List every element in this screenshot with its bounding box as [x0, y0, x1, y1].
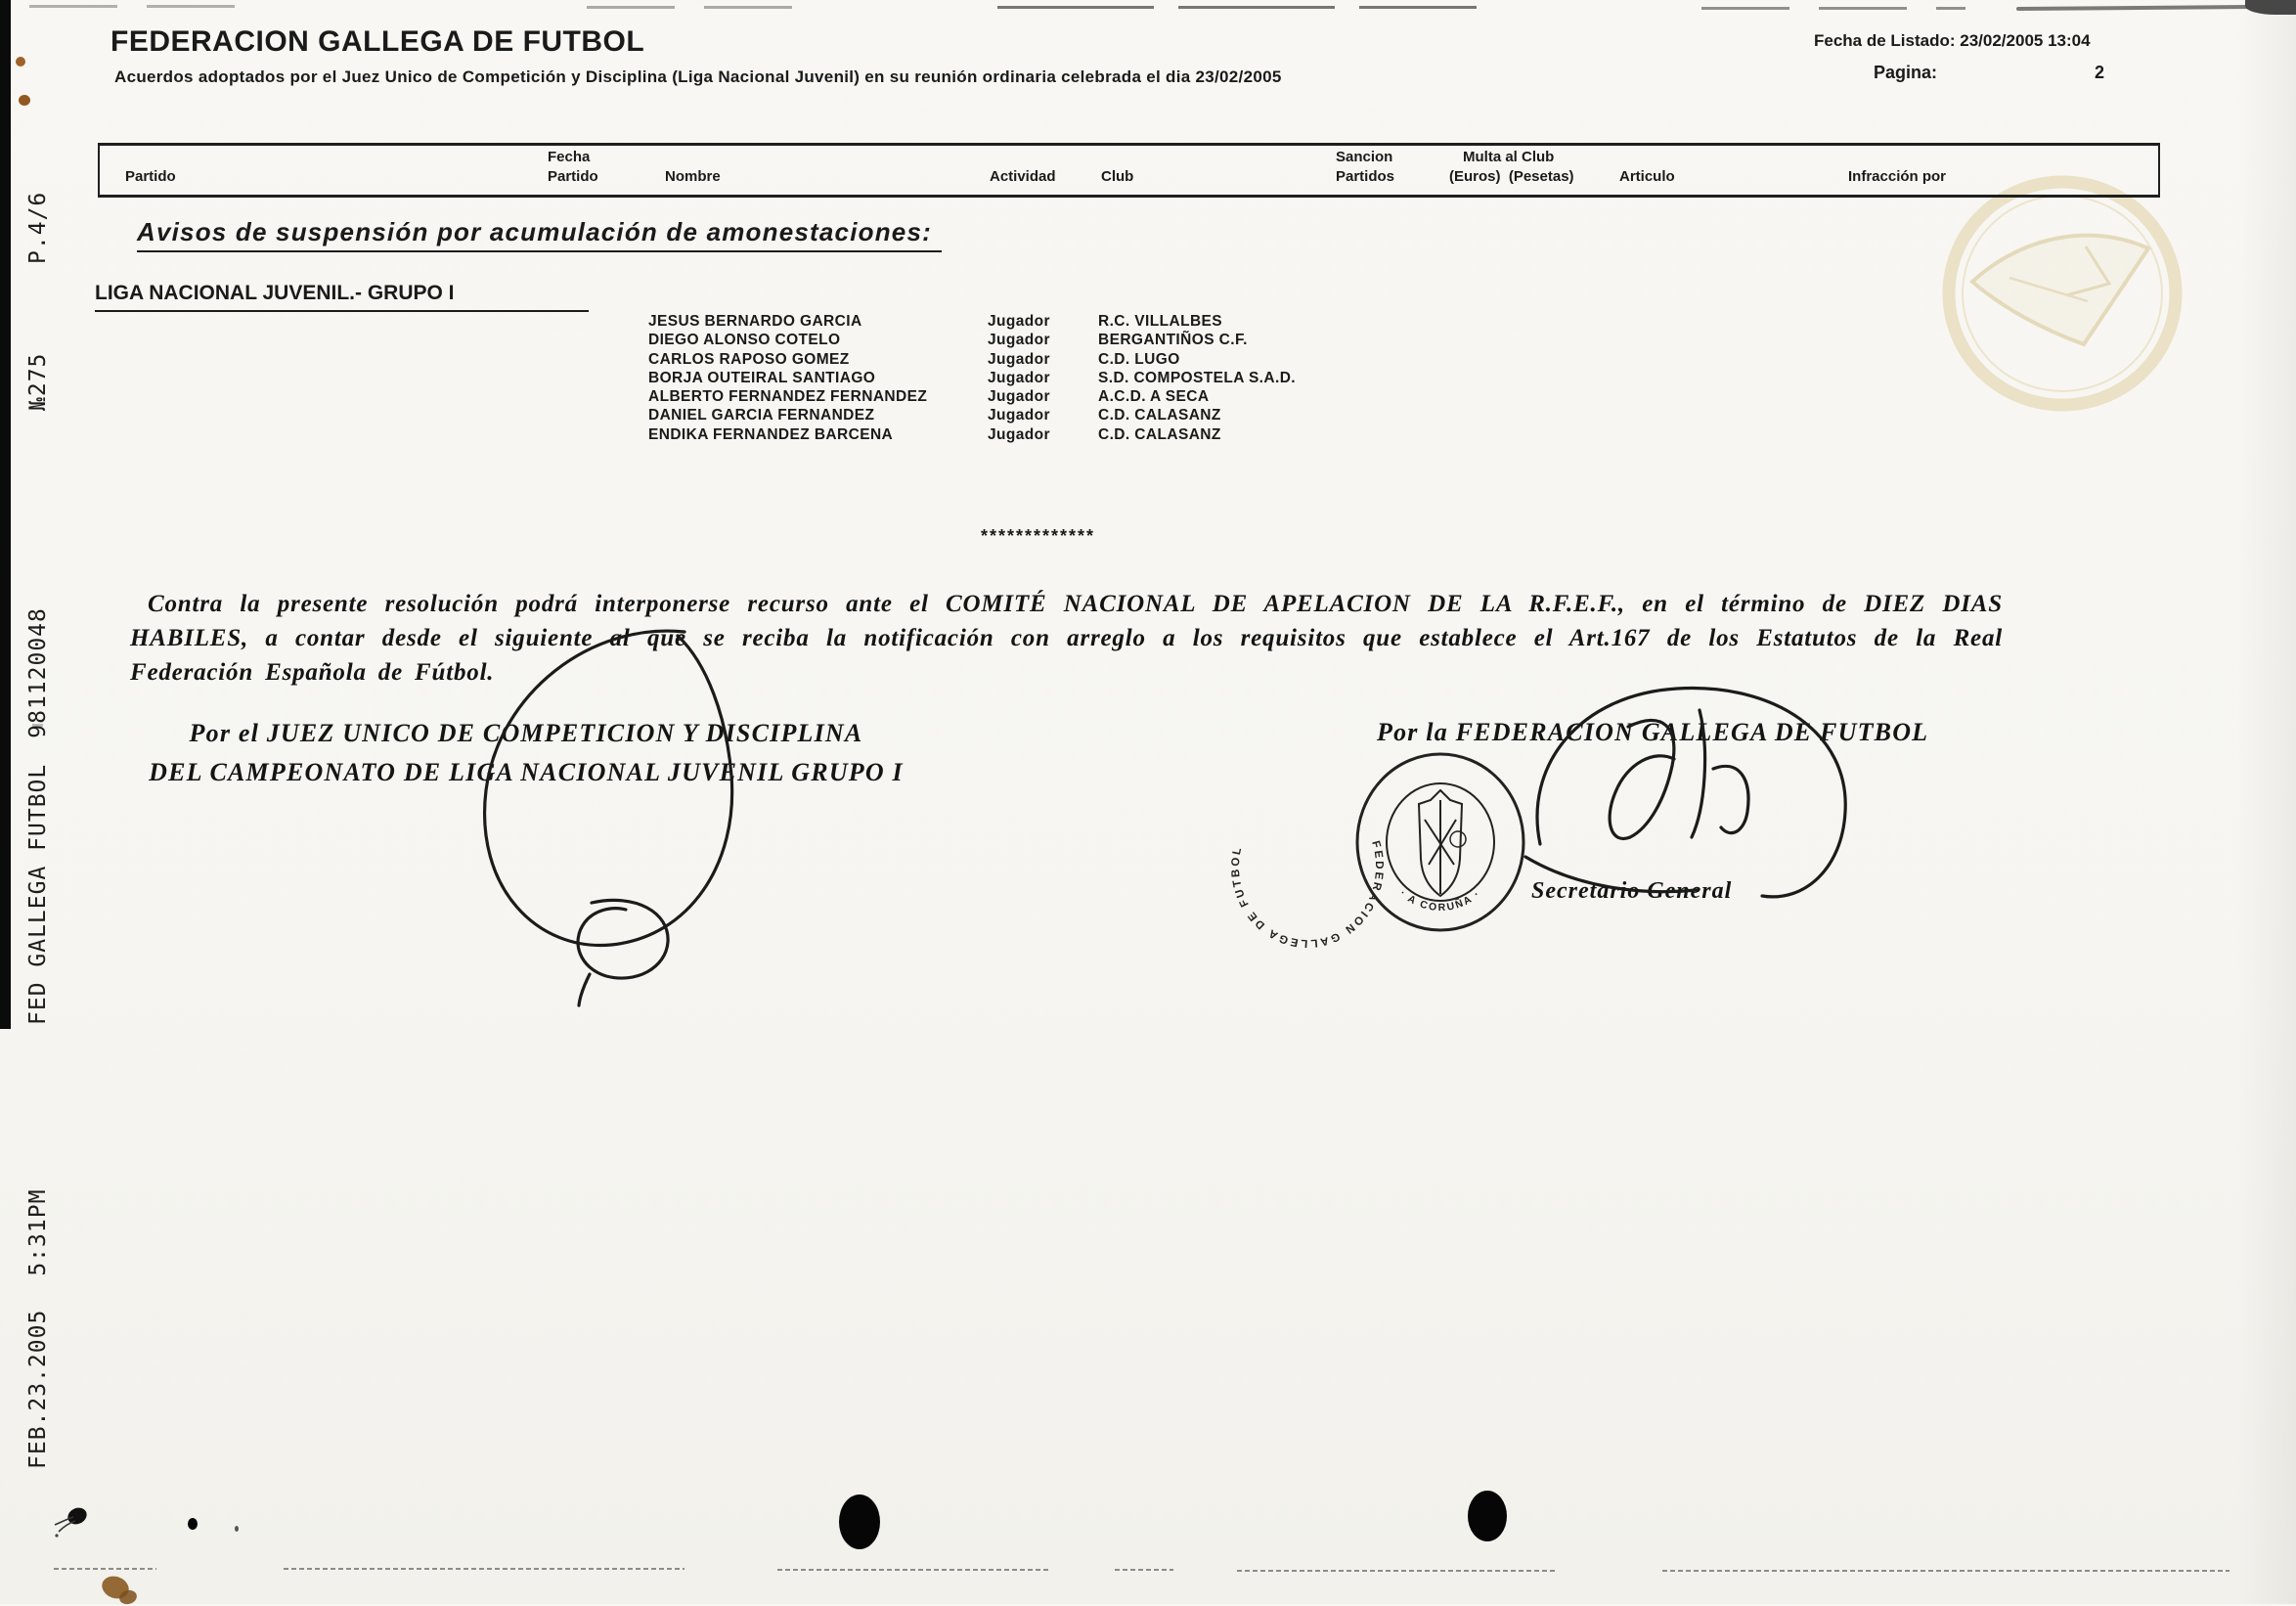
document-subtitle: Acuerdos adoptados por el Juez Unico de Competición y Disciplina (Liga Nacional Juvenil) en su reunión ordinaria celebrada el dia 23/02/2005 — [114, 67, 1282, 86]
table-row — [648, 407, 1685, 425]
scan-artifact-bottom-line — [1662, 1570, 2230, 1572]
col-fecha-2: Partido — [548, 168, 598, 185]
player-activity: Jugador — [988, 350, 1050, 368]
player-club: C.D. CALASANZ — [1098, 407, 1221, 424]
table-row — [648, 351, 1685, 370]
judge-title-line2: DEL CAMPEONATO DE LIGA NACIONAL JUVENIL GRUPO I — [149, 758, 904, 786]
player-club: R.C. VILLALBES — [1098, 313, 1223, 330]
col-infraccion: Infracción por — [1848, 168, 1947, 185]
scan-artifact-top-line — [1701, 7, 1965, 10]
page-label: Pagina: — [1874, 63, 1938, 82]
fax-time: 5:31PM — [25, 1188, 51, 1276]
col-actividad: Actividad — [990, 168, 1056, 185]
table-row — [648, 426, 1685, 445]
fax-sender: FED GALLEGA FUTBOL — [25, 763, 51, 1025]
table-row — [648, 313, 1685, 332]
fax-page-indicator: P.4/6 — [25, 191, 51, 264]
secretary-signature-scribble — [1506, 673, 1877, 937]
col-articulo: Articulo — [1619, 168, 1675, 185]
scan-artifact-bottom-line — [54, 1568, 156, 1570]
player-activity: Jugador — [988, 369, 1050, 386]
player-name: ENDIKA FERNANDEZ BARCENA — [648, 425, 894, 443]
listing-date-value: 23/02/2005 13:04 — [1960, 31, 2091, 50]
col-sancion-1: Sancion — [1336, 149, 1393, 165]
player-name: BORJA OUTEIRAL SANTIAGO — [648, 369, 876, 386]
col-sancion-2: Partidos — [1336, 168, 1395, 185]
scan-speck — [235, 1526, 239, 1532]
player-club: A.C.D. A SECA — [1098, 388, 1210, 406]
player-club: C.D. CALASANZ — [1098, 425, 1221, 443]
player-name: DANIEL GARCIA FERNANDEZ — [648, 407, 875, 424]
player-activity: Jugador — [988, 407, 1050, 424]
judge-signature-scribble — [445, 614, 768, 1007]
page-number: 2 — [2095, 63, 2105, 82]
scan-shading — [2237, 0, 2296, 1604]
table-row — [648, 332, 1685, 350]
league-subheading: LIGA NACIONAL JUVENIL.- GRUPO I — [95, 282, 589, 312]
fax-doc-number: №275 — [25, 352, 51, 411]
col-multa-2: (Euros) (Pesetas) — [1449, 168, 1574, 185]
player-club: S.D. COMPOSTELA S.A.D. — [1098, 369, 1296, 386]
table-row — [648, 388, 1685, 407]
scan-artifact-bottom-line — [1237, 1570, 1555, 1572]
fax-number: 981120048 — [25, 607, 51, 738]
hole-punch-dot — [1468, 1491, 1507, 1541]
player-club: C.D. LUGO — [1098, 350, 1180, 368]
player-activity: Jugador — [988, 388, 1050, 406]
fax-sender-line — [25, 607, 51, 1025]
table-header-box — [98, 143, 2160, 198]
player-activity: Jugador — [988, 425, 1050, 443]
svg-text:FEDERACION GALLEGA DE FUTBOL — [1230, 839, 1385, 949]
section-heading: Avisos de suspensión por acumulación de amonestaciones: — [137, 217, 942, 252]
scan-artifact-top-line — [29, 5, 254, 8]
ink-dot — [188, 1518, 198, 1530]
player-activity: Jugador — [988, 332, 1050, 349]
secretary-role-label: Secretario General — [1531, 878, 1733, 904]
stamp-bottom-text: · A CORUÑA · — [1397, 887, 1483, 915]
col-nombre: Nombre — [665, 168, 721, 185]
appeal-paragraph: Contra la presente resolución podrá interponerse recurso ante el COMITÉ NACIONAL DE APELACION DE LA R.F.E.F., en el término de DIEZ DIAS HABILES, a contar desde el siguiente al que se reciba la notificación con arreglo a los requisitos que establece el Art.167 de los Estatutos de la Real Federación Española de Fútbol. — [130, 591, 2003, 686]
player-name: CARLOS RAPOSO GOMEZ — [648, 350, 850, 368]
player-list — [648, 313, 1685, 445]
player-name: JESUS BERNARDO GARCIA — [648, 313, 862, 330]
federation-signature-title: Por la FEDERACION GALLEGA DE FUTBOL — [1377, 718, 1929, 746]
rust-spot — [16, 57, 25, 67]
ink-blot — [51, 1502, 96, 1543]
judge-title-line1: Por el JUEZ UNICO DE COMPETICION Y DISCIPLINA — [189, 719, 863, 747]
faint-stamp-icon — [1941, 176, 2184, 415]
col-multa-1: Multa al Club — [1463, 149, 1555, 165]
player-activity: Jugador — [988, 313, 1050, 330]
col-fecha-1: Fecha — [548, 149, 591, 165]
fax-date: FEB.23.2005 — [25, 1309, 51, 1469]
scan-artifact-top-line — [997, 6, 1477, 9]
asterisk-separator: ************* — [981, 526, 1096, 546]
rust-spot — [19, 95, 30, 106]
org-title: FEDERACION GALLEGA DE FUTBOL — [110, 25, 645, 58]
scan-artifact-top-line — [2016, 5, 2251, 11]
listing-date — [1814, 31, 2091, 51]
scan-artifact-bottom-line — [777, 1569, 1051, 1571]
federation-stamp-icon — [1229, 749, 1528, 950]
player-name: ALBERTO FERNANDEZ FERNANDEZ — [648, 388, 928, 406]
stamp-arc-text: FEDERACION GALLEGA DE FUTBOL — [1229, 839, 1386, 950]
scan-artifact-bottom-line — [1115, 1569, 1173, 1571]
scan-artifact-top-line — [587, 6, 821, 9]
listing-date-label: Fecha de Listado: — [1814, 31, 1956, 50]
col-partido: Partido — [125, 168, 176, 185]
player-club: BERGANTIÑOS C.F. — [1098, 332, 1248, 349]
scan-artifact-bottom-line — [284, 1568, 684, 1570]
player-name: DIEGO ALONSO COTELO — [648, 332, 841, 349]
col-club: Club — [1101, 168, 1134, 185]
scan-edge-strip — [0, 0, 11, 1029]
fax-timestamp — [25, 1189, 51, 1469]
table-row — [648, 370, 1685, 388]
hole-punch-dot — [839, 1494, 880, 1549]
